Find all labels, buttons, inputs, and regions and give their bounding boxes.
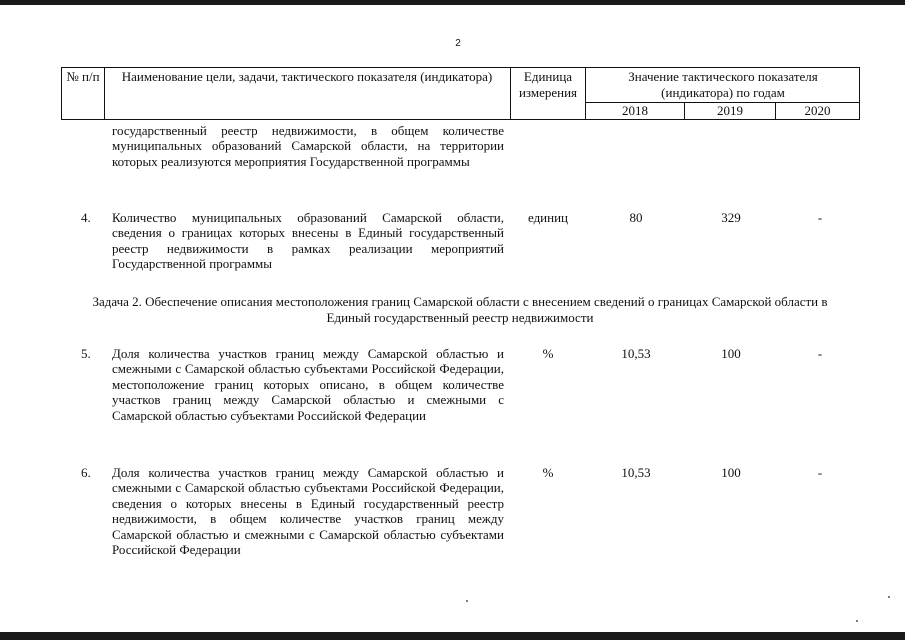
page-number: 2 — [455, 38, 461, 49]
row-unit: % — [542, 465, 554, 480]
row-name: Доля количества участков границ между Самарской областью и смежными с Самарской областью субъектами Российской Федерации, сведения о которых внесены в Единый государственный реестр недвижимости, в общем количестве участков границ между Самарской областью и смежными с Самарской областью субъектами Российской Федерации — [112, 465, 504, 558]
row-value-2018: 80 — [629, 210, 643, 225]
row-unit: % — [542, 346, 554, 361]
row-value-2019: 100 — [721, 465, 741, 480]
header-border-right — [859, 67, 860, 119]
row-value-2019: 329 — [721, 210, 741, 225]
row-value-2018: 10,53 — [621, 465, 651, 480]
row-value-2020: - — [817, 346, 823, 361]
header-col-no: № п/п — [66, 69, 100, 84]
continuation-text: государственный реестр недвижимости, в общем количестве муниципальных образований Самарской области, на территории которых реализуются мероприятия Государственной программы — [112, 123, 504, 169]
header-bottom-border — [61, 119, 860, 120]
header-col-name: Наименование цели, задачи, тактического показателя (индикатора) — [121, 69, 493, 84]
header-year-2018: 2018 — [622, 103, 648, 118]
scan-speck — [888, 596, 890, 598]
scan-edge-top — [0, 0, 905, 5]
row-unit: единиц — [527, 210, 569, 225]
row-value-2020: - — [817, 210, 823, 225]
header-col-values: Значение тактического показателя (индикатора) по годам — [628, 69, 818, 100]
header-year-2020: 2020 — [804, 103, 831, 118]
scan-speck — [466, 600, 468, 602]
row-name: Доля количества участков границ между Самарской областью и смежными с Самарской областью субъектами Российской Федерации, местоположение границ которых описано, в общем количестве участков границ между Самарской областью и смежными с Самарской областью субъектами Российской Федерации — [112, 346, 504, 423]
header-year-2019: 2019 — [717, 103, 743, 118]
header-col-unit: Единица измерения — [518, 69, 578, 100]
scan-speck — [856, 620, 858, 622]
row-value-2018: 10,53 — [621, 346, 651, 361]
row-value-2020: - — [817, 465, 823, 480]
row-number: 6. — [81, 465, 91, 480]
row-number: 4. — [81, 210, 91, 225]
row-value-2019: 100 — [721, 346, 741, 361]
task-2-heading: Задача 2. Обеспечение описания местоположения границ Самарской области с внесением сведений о границах Самарской области в Единый государственный реестр недвижимости — [92, 294, 828, 325]
row-name: Количество муниципальных образований Самарской области, сведения о границах которых внесены в Единый государственный реестр недвижимости в рамках реализации мероприятий Государственной программы — [112, 210, 504, 272]
header-top-border — [61, 67, 860, 68]
scan-edge-bottom — [0, 632, 905, 640]
row-number: 5. — [81, 346, 91, 361]
header-border-1 — [104, 67, 105, 119]
